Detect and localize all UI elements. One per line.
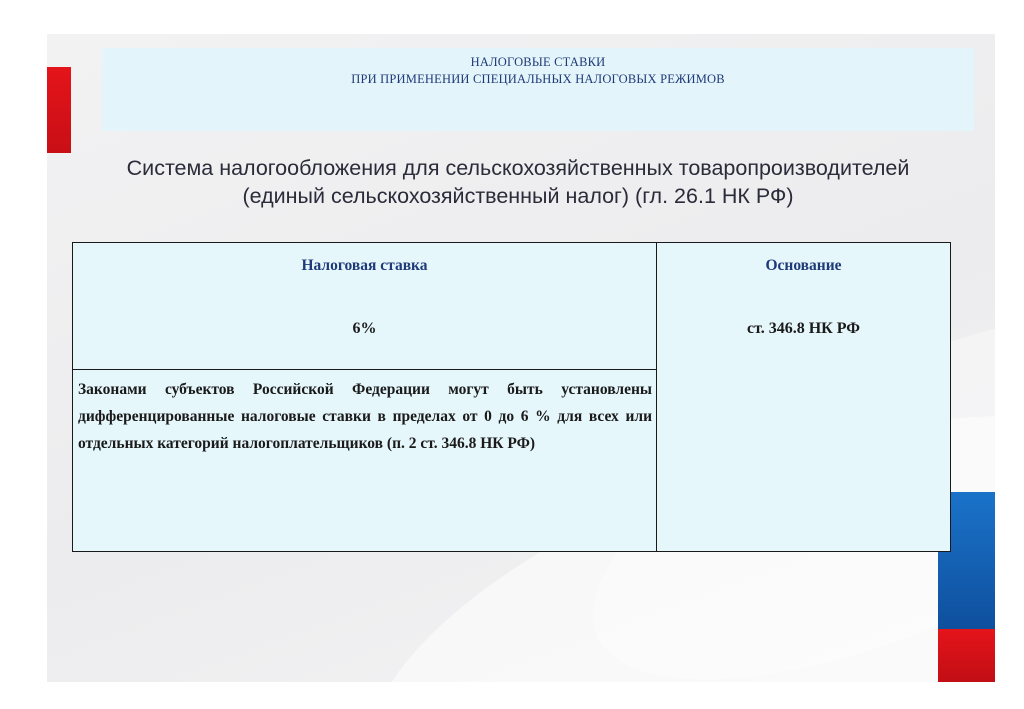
column-header-tax-rate: Налоговая ставка [72,242,657,307]
subtitle-line-1: Система налогообложения для сельскохозяйственных товаропроизводителей [126,156,910,180]
table-cell-basis-value: ст. 346.8 НК РФ [656,306,951,552]
page-subtitle [50,154,986,210]
header-banner [102,48,974,131]
subtitle-line-2: (единый сельскохозяйственный налог) (гл. 26.1 НК РФ) [242,184,794,208]
tax-rate-table [72,242,951,552]
header-title-line-1: НАЛОГОВЫЕ СТАВКИ [470,55,606,69]
red-accent-bar-right [938,629,995,682]
header-title-line-2: ПРИ ПРИМЕНЕНИИ СПЕЦИАЛЬНЫХ НАЛОГОВЫХ РЕЖИМОВ [351,72,725,86]
red-accent-bar-left [47,67,71,153]
table-cell-regional-note: Законами субъектов Российской Федерации могут быть установлены дифференцированные налоговые ставки в пределах от 0 до 6 % для всех или отдельных категорий налогоплательщиков (п. 2 ст. 346.8 НК РФ) [72,370,657,552]
table-cell-rate-value: 6% [72,306,657,370]
column-header-basis: Основание [656,242,951,307]
